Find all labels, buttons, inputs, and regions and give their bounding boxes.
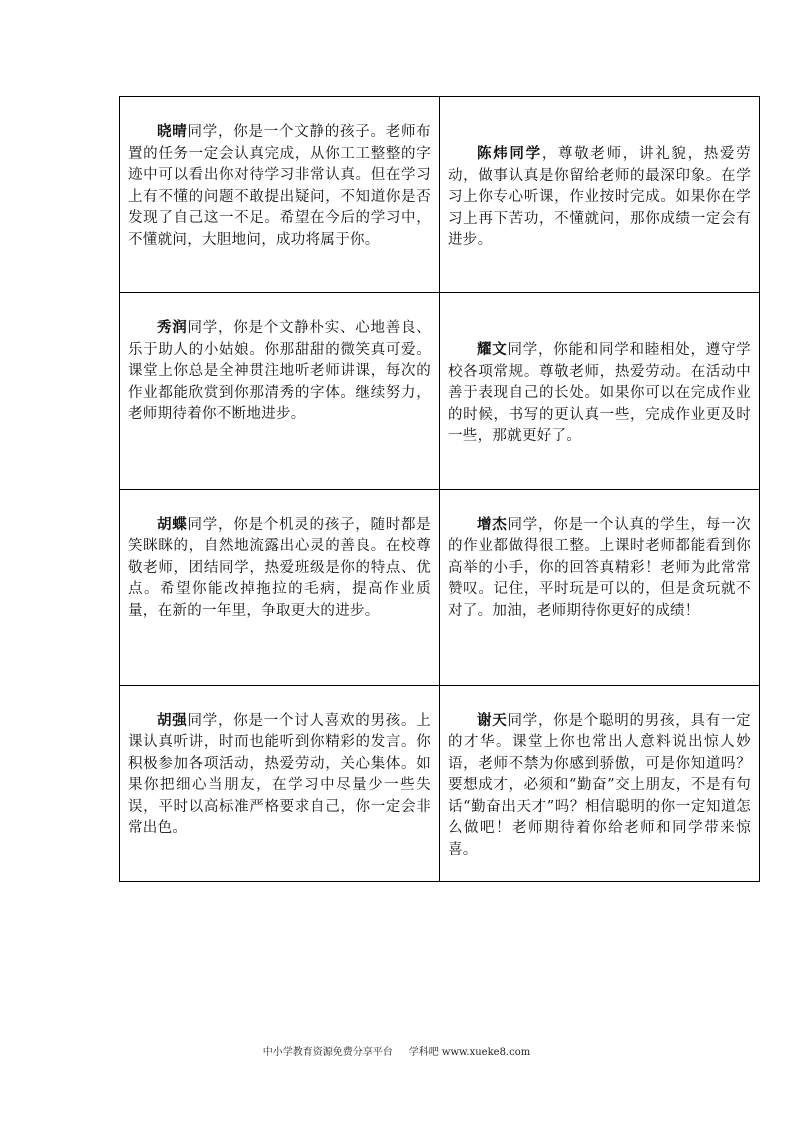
student-name: 胡蝶 — [157, 515, 188, 533]
comment-paragraph — [440, 97, 759, 252]
comment-text: 同学，你是一个讨人喜欢的男孩。上课认真听讲，时而也能听到你精彩的发言。你积极参加各项活动，热爱劳动，关心集体。如果你把细心当朋友，在学习中尽量少一些失误，平时以高标准严格要求自己，你一定会非常出色。 — [128, 712, 431, 837]
comment-cell — [440, 293, 760, 489]
comment-text: 同学，你是个聪明的男孩，具有一定的才华。课堂上你也常出人意料说出惊人妙语，老师不禁为你感到骄傲，可是你知道吗？要想成才，必须和“勤奋”交上朋友，不是有句话“勤奋出天才”吗？相信聪明的你一定知道怎么做吧！老师期待着你给老师和同学带来惊喜。 — [448, 712, 751, 858]
footer-platform: 中小学教育资源免费分享平台 — [262, 1047, 393, 1058]
comment-text: 同学，你是一个文静的孩子。老师布置的任务一定会认真完成，从你工工整整的字迹中可以看出你对待学习非常认真。但在学习上有不懂的问题不敢提出疑问，不知道你是否发现了自己这一不足。希望在今后的学习中，不懂就问，大胆地问，成功将属于你。 — [128, 124, 431, 248]
comment-text: 同学，你是个文静朴实、心地善良、乐于助人的小姑娘。你那甜甜的微笑真可爱。课堂上你总是全神贯注地听老师讲课，每次的作业都能欣赏到你那清秀的字体。继续努力，老师期待着你不断地进步。 — [128, 320, 431, 423]
page-footer — [0, 1043, 793, 1058]
comment-cell — [440, 489, 760, 685]
comment-paragraph — [440, 490, 759, 623]
student-name: 增杰 — [477, 515, 508, 533]
comment-paragraph — [120, 490, 439, 623]
comment-cell — [120, 489, 440, 685]
student-comments-table — [119, 96, 760, 882]
footer-site-link[interactable]: 学科吧 www.xueke8.com — [408, 1047, 531, 1058]
table-row — [120, 685, 760, 881]
student-name: 胡强 — [157, 711, 188, 729]
student-name: 陈炜同学 — [477, 145, 542, 162]
comment-cell — [120, 685, 440, 881]
comment-paragraph — [120, 686, 439, 840]
comment-text: ，尊敬老师，讲礼貌，热爱劳动，做事认真是你留给老师的最深印象。在学习上你专心听课，作业按时完成。如果你在学习上再下苦功，不懂就问，那你成绩一定会有进步。 — [448, 146, 752, 248]
comment-text: 同学，你是一个认真的学生，每一次的作业都做得很工整。上课时老师都能看到你高举的小手，你的回答真精彩！老师为此常常赞叹。记住，平时玩是可以的，但是贪玩就不对了。加油，老师期待你更好的成绩！ — [448, 516, 751, 619]
comment-paragraph — [120, 97, 439, 251]
student-name: 秀润 — [157, 319, 188, 337]
comment-cell — [440, 685, 760, 881]
comment-paragraph — [440, 686, 759, 862]
student-name: 晓晴 — [157, 123, 188, 140]
comment-cell — [440, 97, 760, 293]
student-name: 耀文 — [477, 341, 508, 359]
table-row — [120, 489, 760, 685]
comment-paragraph — [120, 293, 439, 426]
comment-paragraph — [440, 293, 759, 448]
comment-text: 同学，你是个机灵的孩子，随时都是笑眯眯的，自然地流露出心灵的善良。在校尊敬老师，团结同学，热爱班级是你的特点、优点。希望你能改掉拖拉的毛病，提高作业质量，在新的一年里，争取更大的进步。 — [128, 516, 431, 619]
table-row — [120, 293, 760, 489]
comment-cell — [120, 97, 440, 293]
comment-text: 同学，你能和同学和睦相处，遵守学校各项常规。尊敬老师，热爱劳动。在活动中善于表现自己的长处。如果你可以在完成作业的时候，书写的更认真一些，完成作业更及时一些，那就更好了。 — [448, 342, 751, 445]
comment-cell — [120, 293, 440, 489]
table-row — [120, 97, 760, 293]
student-name: 谢天 — [477, 711, 508, 729]
